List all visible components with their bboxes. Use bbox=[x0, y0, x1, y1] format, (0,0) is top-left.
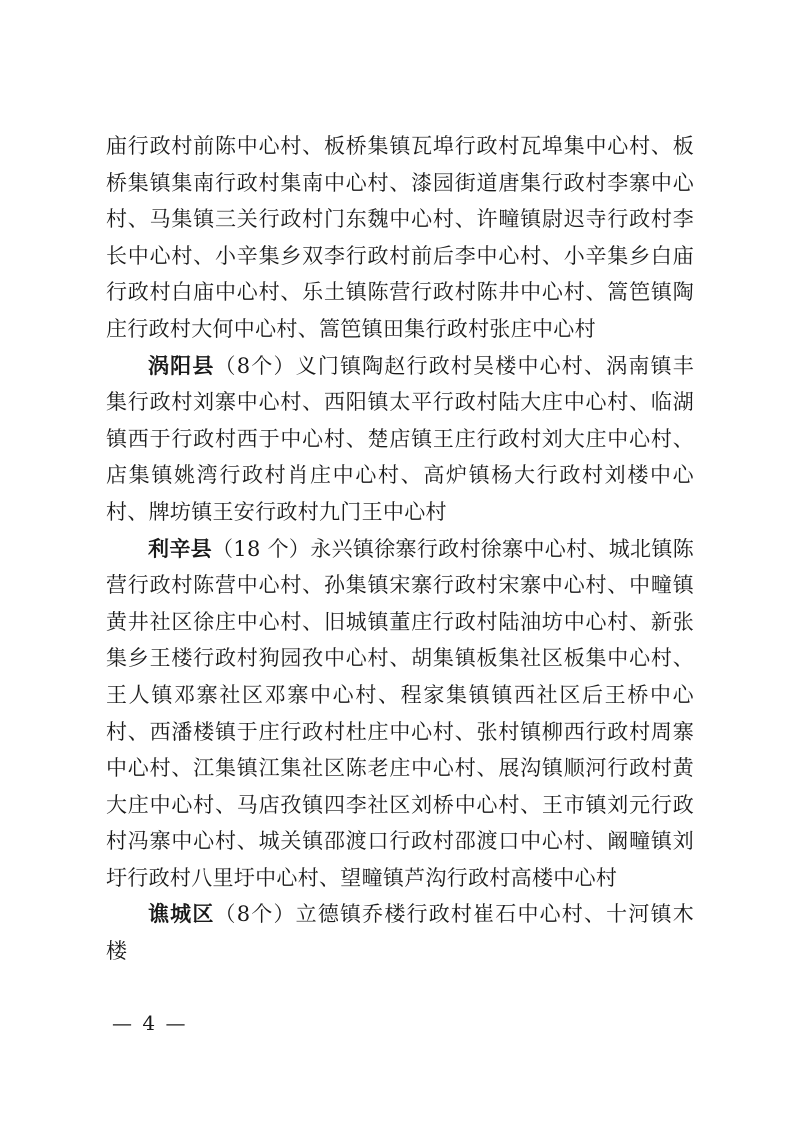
village-count: （8个） bbox=[214, 902, 296, 927]
section-qiaocheng bbox=[106, 896, 694, 969]
county-name: 利辛县 bbox=[148, 536, 212, 561]
village-list: 立德镇乔楼行政村崔石中心村、十河镇木楼 bbox=[106, 902, 695, 964]
village-list: 义门镇陶赵行政村吴楼中心村、涡南镇丰集行政村刘寨中心村、西阳镇太平行政村陆大庄中心村、临湖镇西于行政村西于中心村、楚店镇王庄行政村刘大庄中心村、店集镇姚湾行政村肖庄中心村、高炉镇杨大行政村刘楼中心村、牌坊镇王安行政村九门王中心村 bbox=[106, 353, 695, 524]
village-count: （8个） bbox=[214, 353, 296, 378]
continued-paragraph: 庙行政村前陈中心村、板桥集镇瓦埠行政村瓦埠集中心村、板桥集镇集南行政村集南中心村、漆园街道唐集行政村李寨中心村、马集镇三关行政村门东魏中心村、许疃镇尉迟寺行政村李长中心村、小辛集乡双李行政村前后李中心村、小辛集乡白庙行政村白庙中心村、乐土镇陈营行政村陈井中心村、篙笆镇陶庄行政村大何中心村、篙笆镇田集行政村张庄中心村 bbox=[106, 134, 694, 341]
page-number: — 4 — bbox=[112, 1011, 188, 1035]
village-count: （18 个） bbox=[211, 536, 311, 561]
county-name: 涡阳县 bbox=[148, 353, 215, 378]
body-text bbox=[106, 128, 694, 970]
county-name: 谯城区 bbox=[148, 902, 215, 927]
section-lixin bbox=[106, 531, 694, 897]
village-list: 永兴镇徐寨行政村徐寨中心村、城北镇陈营行政村陈营中心村、孙集镇宋寨行政村宋寨中心村、中疃镇黄井社区徐庄中心村、旧城镇董庄行政村陆油坊中心村、新张集乡王楼行政村狗园孜中心村、胡集镇板集社区板集中心村、王人镇邓寨社区邓寨中心村、程家集镇镇西社区后王桥中心村、西潘楼镇于庄行政村杜庄中心村、张村镇柳西行政村周寨中心村、江集镇江集社区陈老庄中心村、展沟镇顺河行政村黄大庄中心村、马店孜镇四李社区刘桥中心村、王市镇刘元行政村冯寨中心村、城关镇邵渡口行政村邵渡口中心村、阚疃镇刘圩行政村八里圩中心村、望疃镇芦沟行政村高楼中心村 bbox=[106, 536, 694, 890]
section-guoyang bbox=[106, 348, 694, 531]
